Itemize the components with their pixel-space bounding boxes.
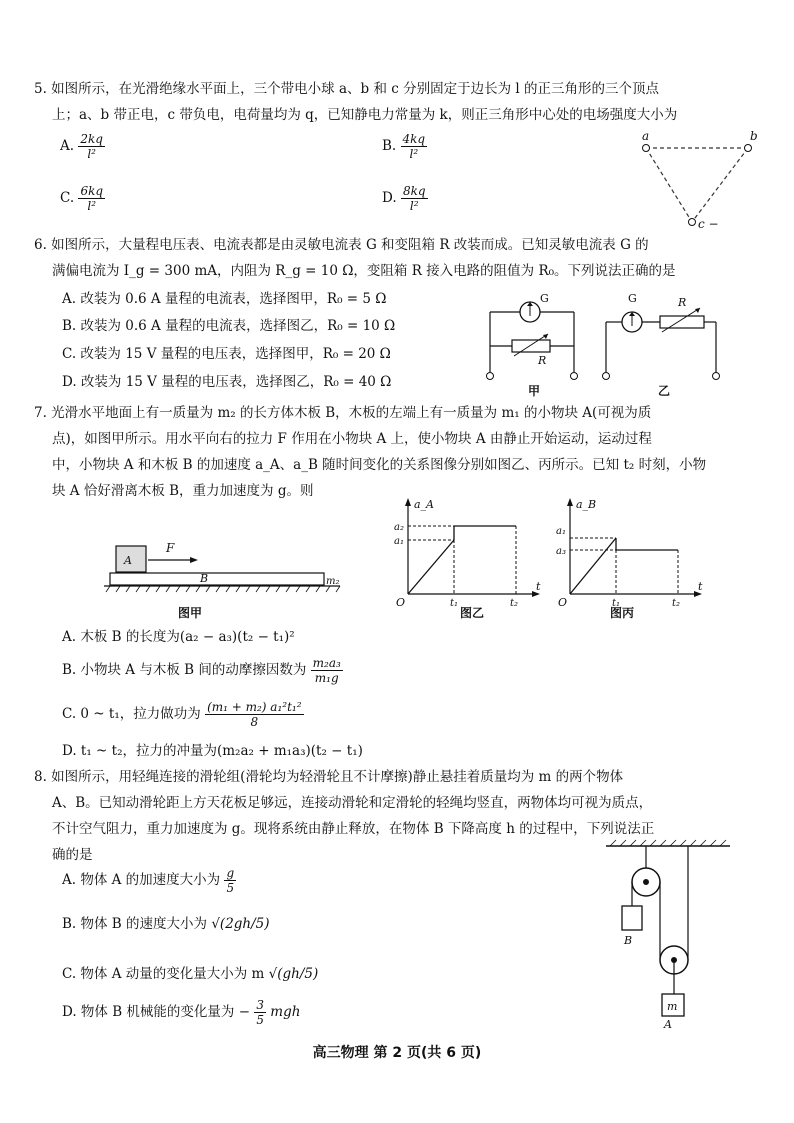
q8-stem-line1: 8. 如图所示，用轻绳连接的滑轮组(滑轮均为轻滑轮且不计摩擦)静止悬挂着质量均为 m 的两个物体 <box>34 769 624 785</box>
q5-stem-line2: 上；a、b 带正电，c 带负电，电荷量均为 q，已知静电力常量为 k，则正三角形中心处的电场强度大小为 <box>52 107 678 123</box>
charge-c <box>689 219 696 226</box>
sqrt-expression: √(2gh/5) <box>211 916 270 932</box>
fraction: $\frac{3}{5}$ <box>256 998 264 1027</box>
q7-caption-yi: 图乙 <box>460 606 485 620</box>
q6-circuit-yi <box>598 290 728 390</box>
svg-text:A: A <box>664 1018 672 1031</box>
series-line <box>408 540 454 594</box>
q7-figure-jia <box>100 516 360 608</box>
q8-stem-line2: A、B。已知动滑轮距上方天花板足够远，连接动滑轮和定滑轮的轻绳均竖直，两物体均可视为质点， <box>52 795 653 811</box>
svg-text:t₁: t₁ <box>612 598 621 609</box>
sqrt-expression: √(gh/5) <box>268 966 319 982</box>
q8-option-d[interactable]: D. 物体 B 机械能的变化量为 − $\frac{3}{5}$ mgh <box>62 998 301 1027</box>
fraction: $\frac{4kq}{\text{l²}}$ <box>402 132 426 161</box>
fraction: $\frac{6kq}{\text{l²}}$ <box>80 184 104 213</box>
charge-b <box>745 145 752 152</box>
svg-text:R: R <box>538 354 547 367</box>
svg-text:a_A: a_A <box>414 498 435 511</box>
q5-option-d[interactable]: D. $\frac{8kq}{\text{l²}}$ <box>382 184 426 213</box>
terminal <box>487 373 494 380</box>
fraction: $\frac{\text{(m₁ + m₂) a₁²t₁²}}{8}$ <box>207 700 302 729</box>
q7-stem-line1: 7. 光滑水平地面上有一质量为 m₂ 的长方体木板 B，木板的左端上有一质量为 m₁ 的小物块 A(可视为质 <box>34 405 652 421</box>
svg-text:a₁: a₁ <box>556 526 566 537</box>
svg-text:t₁: t₁ <box>450 598 459 609</box>
svg-text:F: F <box>166 541 175 555</box>
terminal <box>571 373 578 380</box>
q7-caption-jia: 图甲 <box>178 606 203 620</box>
svg-text:a₁: a₁ <box>394 536 404 547</box>
svg-text:c −: c − <box>698 217 719 231</box>
q5-triangle-figure <box>636 129 766 236</box>
series-line <box>570 538 616 594</box>
charge-a <box>643 145 650 152</box>
q7-stem-line4: 块 A 恰好滑离木板 B，重力加速度为 g。则 <box>52 483 314 499</box>
terminal <box>603 373 610 380</box>
svg-text:a₂: a₂ <box>394 522 404 533</box>
fraction: $\frac{8kq}{\text{l²}}$ <box>402 184 426 213</box>
svg-text:B: B <box>200 572 209 585</box>
block-b <box>622 906 642 930</box>
svg-text:b: b <box>750 129 758 143</box>
q8-pulley-figure <box>600 840 740 1030</box>
q8-option-c[interactable]: C. 物体 A 动量的变化量大小为 m √(gh/5) <box>62 966 319 982</box>
q7-option-b[interactable]: B. 小物块 A 与木板 B 间的动摩擦因数为 $\frac{\text{m₂a₃}}{\text{m₁g}}$ <box>62 656 341 685</box>
svg-text:m₂: m₂ <box>326 576 340 587</box>
q6-stem-line1: 6. 如图所示，大量程电压表、电流表都是由灵敏电流表 G 和变阻箱 R 改装而成。已知灵敏电流表 G 的 <box>34 237 649 253</box>
q6-caption-jia: 甲 <box>528 384 541 398</box>
svg-text:t: t <box>536 580 541 593</box>
svg-text:O: O <box>396 596 406 609</box>
q6-circuit-jia <box>482 290 592 390</box>
q7-graph-yi <box>392 498 542 609</box>
svg-text:t₂: t₂ <box>510 598 519 609</box>
svg-text:t: t <box>698 580 703 593</box>
q6-option-d[interactable]: D. 改装为 15 V 量程的电压表，选择图乙，R₀ = 40 Ω <box>62 374 392 390</box>
q6-option-a[interactable]: A. 改装为 0.6 A 量程的电流表，选择图甲，R₀ = 5 Ω <box>62 291 387 307</box>
q5-stem-line1: 5. 如图所示，在光滑绝缘水平面上，三个带电小球 a、b 和 c 分别固定于边长为 l 的正三角形的三个顶点 <box>34 81 659 97</box>
q7-stem-line3: 中，小物块 A 和木板 B 的加速度 a_A、a_B 随时间变化的关系图像分别如图乙、丙所示。已知 t₂ 时刻，小物 <box>52 457 707 473</box>
rheostat-icon <box>512 340 550 352</box>
rheostat-icon <box>660 316 704 328</box>
q7-stem-line2: 点)，如图甲所示。用水平向右的拉力 F 作用在小物块 A 上，使小物块 A 由静止开始运动，运动过程 <box>52 431 652 447</box>
q6-option-b[interactable]: B. 改装为 0.6 A 量程的电流表，选择图乙，R₀ = 10 Ω <box>62 318 396 334</box>
svg-text:G: G <box>628 292 637 305</box>
q8-stem-line4: 确的是 <box>52 847 93 863</box>
q5-option-b[interactable]: B. $\frac{4kq}{\text{l²}}$ <box>382 132 426 161</box>
svg-text:B: B <box>624 934 633 947</box>
fraction: $\frac{g}{5}$ <box>226 866 235 895</box>
terminal <box>713 373 720 380</box>
q7-graph-bing <box>554 498 704 609</box>
q7-option-a[interactable]: A. 木板 B 的长度为(a₂ − a₃)(t₂ − t₁)² <box>62 629 295 645</box>
svg-text:a_B: a_B <box>576 498 597 511</box>
page-footer: 高三物理 第 2 页(共 6 页) <box>312 1045 482 1061</box>
svg-text:a₃: a₃ <box>556 546 566 557</box>
q8-stem-line3: 不计空气阻力，重力加速度为 g。现将系统由静止释放，在物体 B 下降高度 h 的过程中，下列说法正 <box>52 821 655 837</box>
q5-option-a[interactable]: A. $\frac{2kq}{\text{l²}}$ <box>60 132 103 161</box>
q7-option-c[interactable]: C. 0 ~ t₁，拉力做功为 $\frac{\text{(m₁ + m₂) a₁²t₁²}}{8}$ <box>62 700 302 729</box>
svg-text:a: a <box>642 129 650 143</box>
board-b <box>110 573 324 585</box>
q6-stem-line2: 满偏电流为 I_g = 300 mA，内阻为 R_g = 10 Ω，变阻箱 R 接入电路的阻值为 R₀。下列说法正确的是 <box>52 263 676 279</box>
q8-option-a[interactable]: A. 物体 A 的加速度大小为 $\frac{g}{5}$ <box>62 866 235 895</box>
svg-text:t₂: t₂ <box>672 598 681 609</box>
q5-option-c[interactable]: C. $\frac{6kq}{\text{l²}}$ <box>60 184 104 213</box>
svg-text:G: G <box>540 292 549 305</box>
svg-text:O: O <box>558 596 568 609</box>
q8-option-b[interactable]: B. 物体 B 的速度大小为 √(2gh/5) <box>62 916 270 932</box>
svg-text:A: A <box>124 554 132 567</box>
q6-caption-yi: 乙 <box>658 384 671 398</box>
fraction: $\frac{\text{m₂a₃}}{\text{m₁g}}$ <box>312 656 341 685</box>
svg-text:m: m <box>667 1000 678 1013</box>
svg-text:R: R <box>678 296 687 309</box>
q7-option-d[interactable]: D. t₁ ~ t₂，拉力的冲量为(m₂a₂ + m₁a₃)(t₂ − t₁) <box>62 743 363 759</box>
q6-option-c[interactable]: C. 改装为 15 V 量程的电压表，选择图甲，R₀ = 20 Ω <box>62 346 391 362</box>
fraction: $\frac{2kq}{\text{l²}}$ <box>80 132 103 161</box>
q7-caption-bing: 图丙 <box>610 606 635 620</box>
